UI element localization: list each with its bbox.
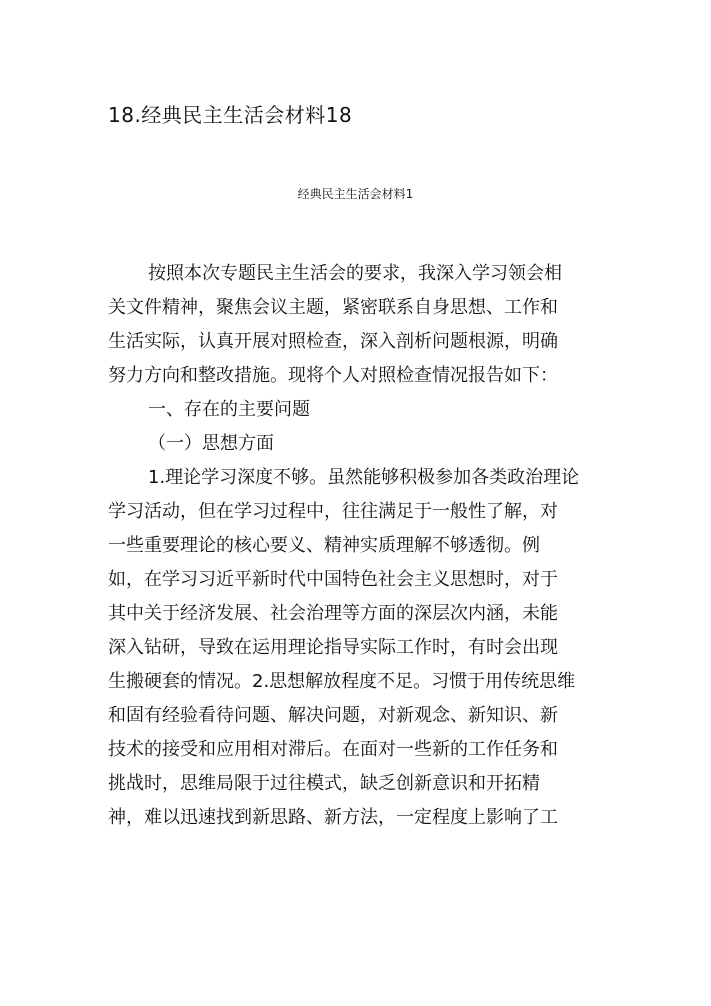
subsection-heading: （一）思想方面 — [148, 433, 274, 454]
paragraph-line: 如，在学习习近平新时代中国特色社会主义思想时，对于 — [108, 569, 558, 590]
paragraph-line: 按照本次专题民主生活会的要求，我深入学习领会相 — [148, 263, 562, 284]
paragraph-line: 其中关于经济发展、社会治理等方面的深层次内涵，未能 — [108, 603, 558, 624]
paragraph-line: 1.理论学习深度不够。虽然能够积极参加各类政治理论 — [148, 467, 580, 488]
paragraph-line: 神，难以迅速找到新思路、新方法，一定程度上影响了工 — [108, 807, 558, 828]
paragraph-line: 生活实际，认真开展对照检查，深入剖析问题根源，明确 — [108, 331, 558, 352]
paragraph-line: 学习活动，但在学习过程中，往往满足于一般性了解，对 — [108, 501, 558, 522]
paragraph-line: 一些重要理论的核心要义、精神实质理解不够透彻。例 — [108, 535, 540, 556]
paragraph-line: 技术的接受和应用相对滞后。在面对一些新的工作任务和 — [108, 739, 558, 760]
paragraph-line: 深入钻研，导致在运用理论指导实际工作时，有时会出现 — [108, 637, 558, 658]
paragraph-line: 挑战时，思维局限于过往模式，缺乏创新意识和开拓精 — [108, 773, 540, 794]
paragraph-line: 和固有经验看待问题、解决问题，对新观念、新知识、新 — [108, 705, 558, 726]
document-subtitle: 经典民主生活会材料1 — [297, 187, 414, 201]
paragraph-line: 关文件精神，聚焦会议主题，紧密联系自身思想、工作和 — [108, 297, 558, 318]
paragraph-line: 生搬硬套的情况。2.思想解放程度不足。习惯于用传统思维 — [108, 671, 576, 692]
document-title: 18.经典民主生活会材料18 — [108, 103, 353, 127]
section-heading: 一、存在的主要问题 — [148, 399, 310, 420]
document-body — [108, 257, 608, 835]
paragraph-line: 努力方向和整改措施。现将个人对照检查情况报告如下： — [108, 365, 558, 386]
